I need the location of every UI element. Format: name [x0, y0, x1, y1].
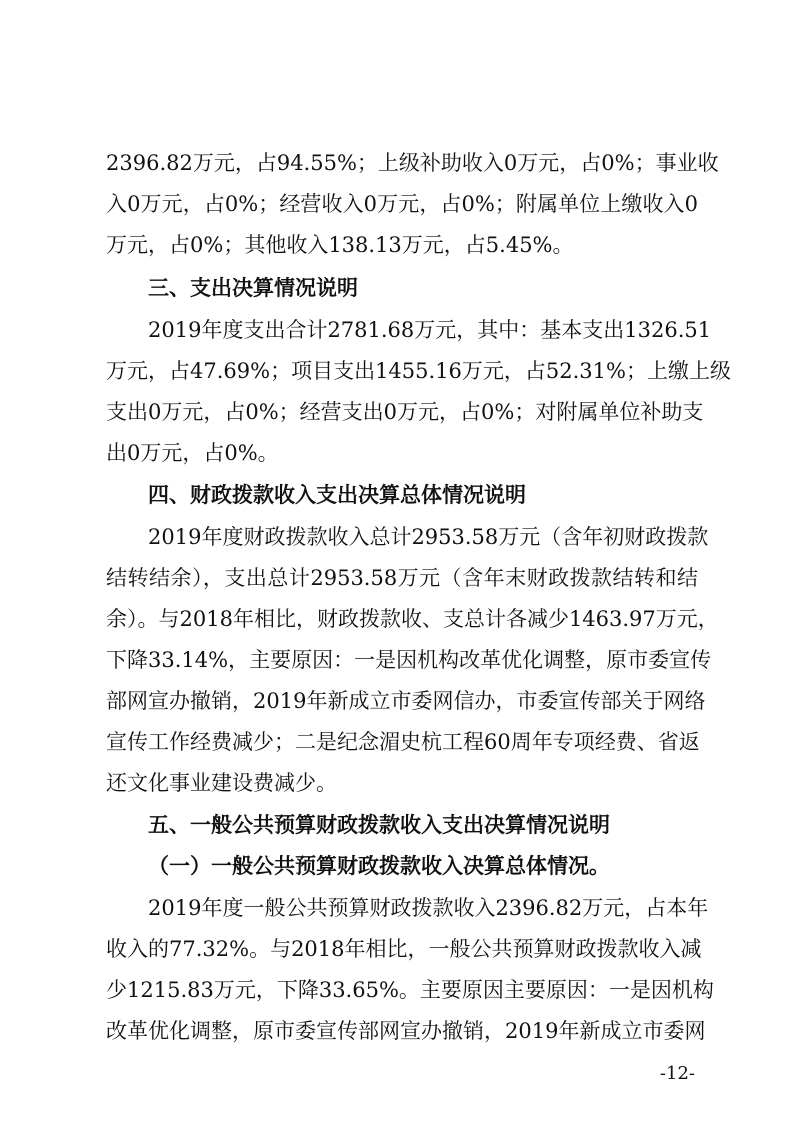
- section-heading: 三、支出决算情况说明: [148, 276, 358, 300]
- body-line: 少1215.83万元，下降33.65%。主要原因主要原因：一是因机构: [106, 978, 714, 1002]
- body-line: 余）。与2018年相比，财政拨款收、支总计各减少1463.97万元，: [106, 607, 719, 631]
- body-line: 部网宣办撤销，2019年新成立市委网信办，市委宣传部关于网络: [106, 689, 706, 713]
- body-line: 宣传工作经费减少；二是纪念湄史杭工程60周年专项经费、省返: [106, 730, 700, 754]
- body-line: 结转结余），支出总计2953.58万元（含年末财政拨款结转和结: [106, 566, 698, 590]
- body-line: 下降33.14%，主要原因：一是因机构改革优化调整，原市委宣传: [106, 648, 712, 672]
- body-line: 万元，占0%；其他收入138.13万元，占5.45%。: [106, 233, 574, 257]
- body-line: 收入的77.32%。与2018年相比，一般公共预算财政拨款收入减: [106, 937, 702, 961]
- body-line: 支出0万元，占0%；经营支出0万元，占0%；对附属单位补助支: [106, 400, 704, 424]
- body-line: 2396.82万元，占94.55%；上级补助收入0万元，占0%；事业收: [106, 151, 719, 175]
- body-line: 还文化事业建设费减少。: [106, 771, 337, 795]
- body-line: 入0万元，占0%；经营收入0万元，占0%；附属单位上缴收入0: [106, 192, 698, 216]
- body-line: 2019年度支出合计2781.68万元，其中：基本支出1326.51: [148, 318, 712, 342]
- body-line: 出0万元，占0%。: [106, 441, 279, 465]
- body-line: 改革优化调整，原市委宣传部网宣办撤销，2019年新成立市委网: [106, 1019, 706, 1043]
- subsection-heading: （一）一般公共预算财政拨款收入决算总体情况。: [148, 853, 610, 878]
- section-heading: 五、一般公共预算财政拨款收入支出决算情况说明: [148, 813, 610, 837]
- page-number: -12-: [659, 1063, 695, 1084]
- body-line: 2019年度财政拨款收入总计2953.58万元（含年初财政拨款: [148, 525, 709, 549]
- body-line: 万元，占47.69%；项目支出1455.16万元，占52.31%；上缴上级: [106, 359, 731, 383]
- section-heading: 四、财政拨款收入支出决算总体情况说明: [148, 483, 526, 507]
- body-line: 2019年度一般公共预算财政拨款收入2396.82万元，占本年: [148, 896, 709, 920]
